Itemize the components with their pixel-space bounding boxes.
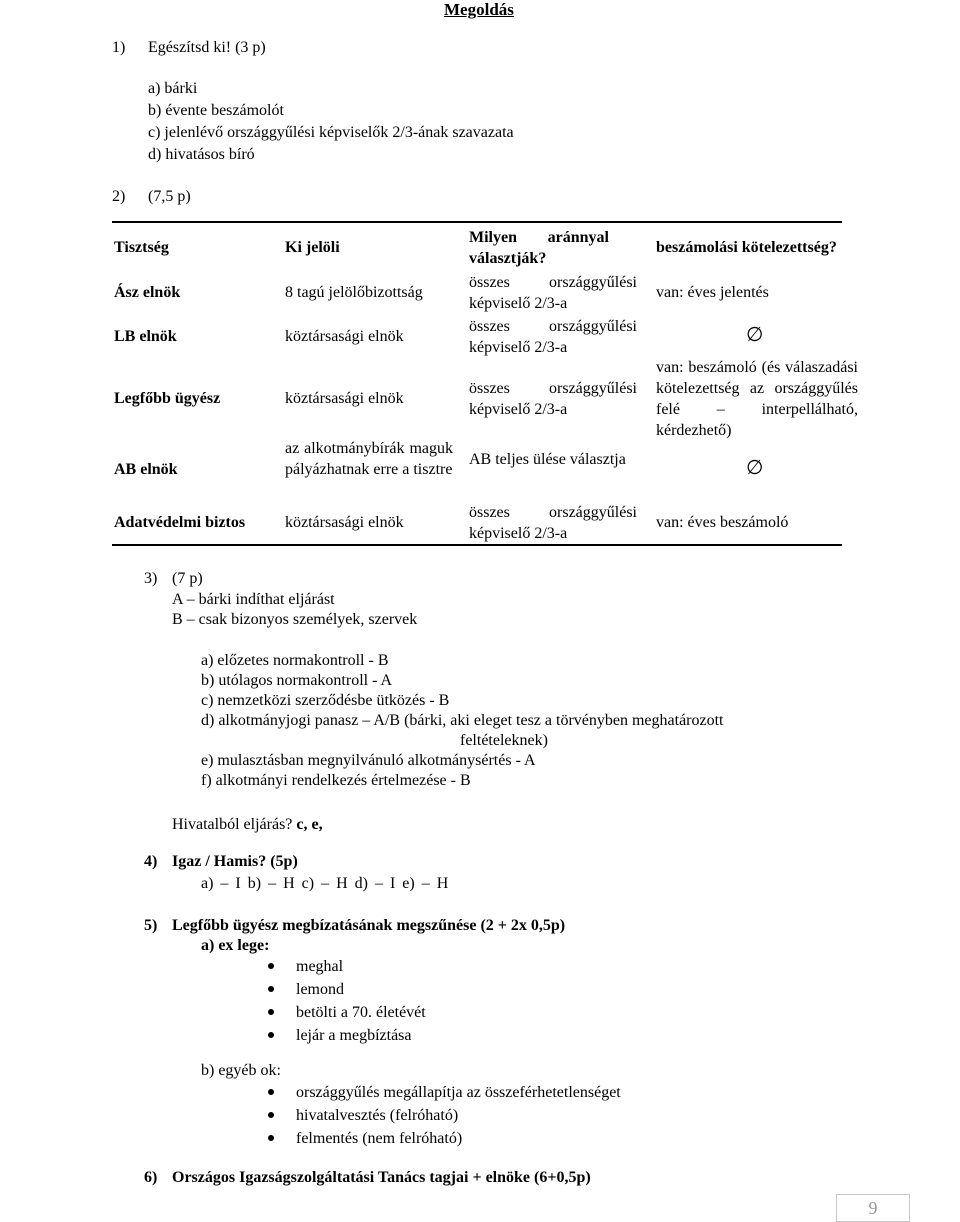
empty-set-icon: ∅ xyxy=(746,455,764,479)
page-title: Megoldás xyxy=(444,0,514,19)
q3-item: b) utólagos normakontroll - A xyxy=(201,672,393,689)
table-cell: van: éves beszámoló xyxy=(656,514,789,531)
q5-b-label: b) egyéb ok: xyxy=(201,1062,281,1079)
list-item: országgyűlés megállapítja az összeférhetetlenséget xyxy=(268,1081,621,1104)
table-header-cell: Ki jelöli xyxy=(285,239,340,256)
q4-answers: a) – I b) – H c) – H d) – I e) – H xyxy=(201,875,449,892)
q3-item: a) előzetes normakontroll - B xyxy=(201,652,389,669)
table-cell: köztársasági elnök xyxy=(285,328,404,345)
table-cell: AB elnök xyxy=(114,461,178,478)
q3-number: 3) xyxy=(144,570,158,587)
table-cell: az alkotmánybírák maguk pályázhatnak erre a tisztre xyxy=(285,440,453,478)
q3-legend: A – bárki indíthat eljárást xyxy=(172,591,335,608)
q3-item: c) nemzetközi szerződésbe ütközés - B xyxy=(201,692,450,709)
table-header-cell: Milyen aránnyal választják? xyxy=(469,229,609,267)
q3-legend: B – csak bizonyos személyek, szervek xyxy=(172,611,418,628)
table-cell: LB elnök xyxy=(114,328,177,345)
q1-item: d) hivatásos bíró xyxy=(148,146,255,163)
q3-item: e) mulasztásban megnyilvánuló alkotmánysértés - A xyxy=(201,752,536,769)
table-cell: AB teljes ülése választja xyxy=(469,451,626,468)
table-cell: Adatvédelmi biztos xyxy=(114,514,246,531)
list-item: meghal xyxy=(268,955,426,978)
table-header-cell: Tisztség xyxy=(114,239,169,256)
q3-question: Hivatalból eljárás? xyxy=(172,816,293,833)
q3-item: f) alkotmányi rendelkezés értelmezése - B xyxy=(201,772,471,789)
table-cell: köztársasági elnök xyxy=(285,514,404,531)
q1-item: c) jelenlévő országgyűlési képviselők 2/3-ának szavazata xyxy=(148,124,514,141)
q3-heading: (7 p) xyxy=(172,570,203,587)
empty-set-icon: ∅ xyxy=(746,322,764,346)
q5-heading: Legfőbb ügyész megbízatásának megszűnése (2 + 2x 0,5p) xyxy=(172,917,566,934)
table-cell: összes országgyűlési képviselő 2/3-a xyxy=(469,274,637,312)
table-cell: Legfőbb ügyész xyxy=(114,390,221,407)
table-cell: összes országgyűlési képviselő 2/3-a xyxy=(469,318,637,356)
q1-item: a) bárki xyxy=(148,80,198,97)
table-cell: van: éves jelentés xyxy=(656,284,769,301)
q5-number: 5) xyxy=(144,917,158,934)
table-cell: Ász elnök xyxy=(114,284,181,301)
q3-answer: c, e, xyxy=(296,816,323,833)
q1-item: b) évente beszámolót xyxy=(148,102,284,119)
table-cell: összes országgyűlési képviselő 2/3-a xyxy=(469,380,637,418)
list-item: lemond xyxy=(268,978,426,1001)
q4-heading: Igaz / Hamis? (5p) xyxy=(172,853,298,870)
q4-number: 4) xyxy=(144,853,158,870)
table-cell: van: beszámoló (és válaszadási kötelezettség az országgyűlés felé – interpellálható, kérdezhető) xyxy=(656,359,858,439)
page-number: 9 xyxy=(836,1194,910,1222)
q6-heading: Országos Igazságszolgáltatási Tanács tagjai + elnöke (6+0,5p) xyxy=(172,1169,591,1186)
list-item: lejár a megbíztása xyxy=(268,1024,426,1047)
list-item: felmentés (nem felróható) xyxy=(268,1127,621,1150)
q1-heading: Egészítsd ki! (3 p) xyxy=(148,39,266,56)
q6-number: 6) xyxy=(144,1169,158,1186)
q5-b-list xyxy=(268,1081,621,1150)
table-cell: összes országgyűlési képviselő 2/3-a xyxy=(469,504,637,542)
q2-number: 2) xyxy=(112,188,126,205)
table-cell: 8 tagú jelölőbizottság xyxy=(285,284,423,301)
table-top-rule xyxy=(112,221,842,223)
q5-a-label: a) ex lege: xyxy=(201,937,270,954)
q3-item-continuation: feltételeknek) xyxy=(460,732,548,749)
list-item: hivatalvesztés (felróható) xyxy=(268,1104,621,1127)
table-cell: köztársasági elnök xyxy=(285,390,404,407)
q2-heading: (7,5 p) xyxy=(148,188,191,205)
q3-ex-officio xyxy=(172,815,323,834)
q1-number: 1) xyxy=(112,39,126,56)
list-item: betölti a 70. életévét xyxy=(268,1001,426,1024)
q5-a-list xyxy=(268,955,426,1047)
table-bottom-rule xyxy=(112,544,842,546)
q3-item: d) alkotmányjogi panasz – A/B (bárki, aki eleget tesz a törvényben meghatározott xyxy=(201,712,724,729)
table-header-cell: beszámolási kötelezettség? xyxy=(656,239,837,256)
